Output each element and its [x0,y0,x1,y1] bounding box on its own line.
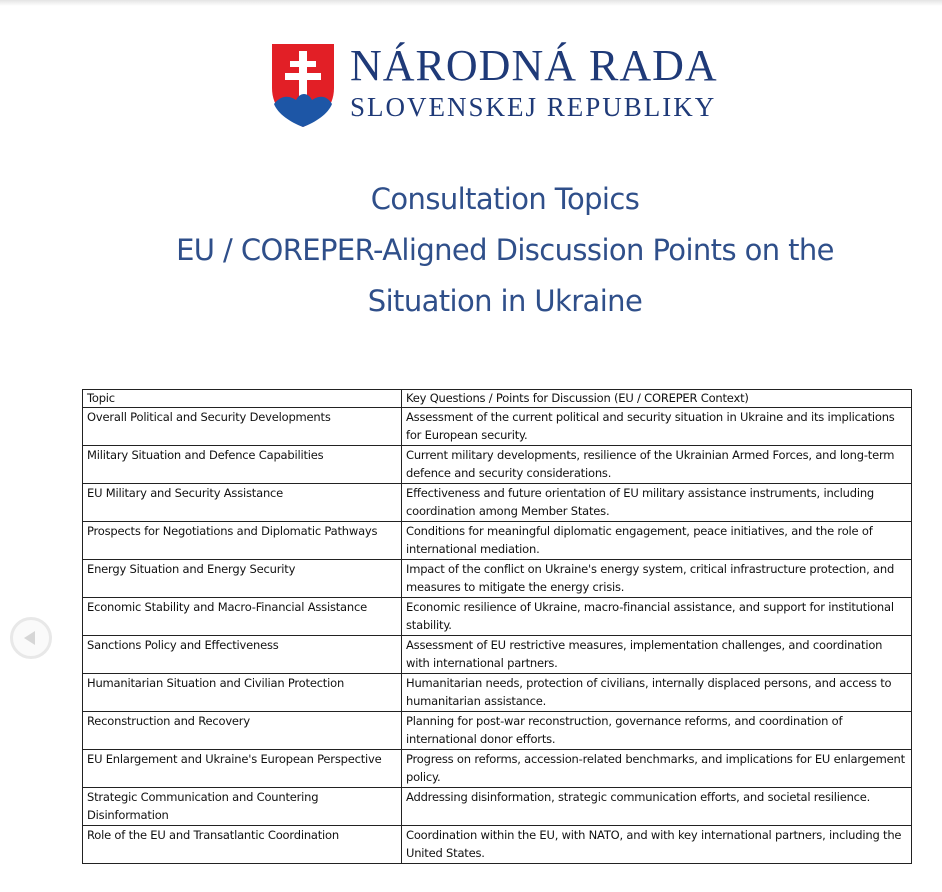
table-row [83,446,912,484]
discussion-cell: Addressing disinformation, strategic communication efforts, and societal resilience. [402,788,912,826]
parliament-logo [270,42,730,130]
org-name-line2: SLOVENSKEJ REPUBLIKY [350,92,717,122]
discussion-cell: Progress on reforms, accession-related benchmarks, and implications for EU enlargement policy. [402,750,912,788]
page-subtitle-line2: Situation in Ukraine [367,284,643,318]
consultation-topics-table [82,389,912,864]
topic-cell: Strategic Communication and Countering Disinformation [83,788,402,826]
table-row [83,522,912,560]
page-title: Consultation Topics [370,182,640,216]
previous-page-button[interactable] [10,617,52,659]
org-name-line1: NÁRODNÁ RADA [350,41,718,90]
table-row [83,560,912,598]
column-header-topic: Topic [83,390,402,408]
discussion-cell: Impact of the conflict on Ukraine's energy system, critical infrastructure protection, and measures to mitigate the energy crisis. [402,560,912,598]
table-row [83,826,912,864]
topic-cell: Prospects for Negotiations and Diplomatic Pathways [83,522,402,560]
topic-cell: Role of the EU and Transatlantic Coordination [83,826,402,864]
discussion-cell: Conditions for meaningful diplomatic engagement, peace initiatives, and the role of international mediation. [402,522,912,560]
window-top-shade [0,0,942,6]
topic-cell: Humanitarian Situation and Civilian Protection [83,674,402,712]
discussion-cell: Economic resilience of Ukraine, macro-financial assistance, and support for institutional stability. [402,598,912,636]
topic-cell: Overall Political and Security Developments [83,408,402,446]
topic-cell: Sanctions Policy and Effectiveness [83,636,402,674]
table-header-row [83,390,912,408]
topic-cell: Military Situation and Defence Capabilities [83,446,402,484]
column-header-key-questions: Key Questions / Points for Discussion (EU / COREPER Context) [402,390,912,408]
topic-cell: Economic Stability and Macro-Financial Assistance [83,598,402,636]
discussion-cell: Assessment of EU restrictive measures, implementation challenges, and coordination with international partners. [402,636,912,674]
discussion-cell: Assessment of the current political and security situation in Ukraine and its implications for European security. [402,408,912,446]
play-left-icon [24,631,35,645]
table-row [83,674,912,712]
table-row [83,484,912,522]
discussion-cell: Planning for post-war reconstruction, governance reforms, and coordination of international donor efforts. [402,712,912,750]
topic-cell: EU Enlargement and Ukraine's European Perspective [83,750,402,788]
discussion-cell: Effectiveness and future orientation of EU military assistance instruments, including coordination among Member States. [402,484,912,522]
topic-cell: Reconstruction and Recovery [83,712,402,750]
table-row [83,598,912,636]
discussion-cell: Coordination within the EU, with NATO, and with key international partners, including the United States. [402,826,912,864]
coat-of-arms-icon [270,42,336,128]
topic-cell: Energy Situation and Energy Security [83,560,402,598]
table-row [83,408,912,446]
topic-cell: EU Military and Security Assistance [83,484,402,522]
table-row [83,750,912,788]
discussion-cell: Humanitarian needs, protection of civilians, internally displaced persons, and access to humanitarian assistance. [402,674,912,712]
discussion-cell: Current military developments, resilience of the Ukrainian Armed Forces, and long-term defence and security considerations. [402,446,912,484]
table-row [83,788,912,826]
table-row [83,712,912,750]
table-row [83,636,912,674]
page-subtitle-line1: EU / COREPER-Aligned Discussion Points on the [176,233,834,267]
